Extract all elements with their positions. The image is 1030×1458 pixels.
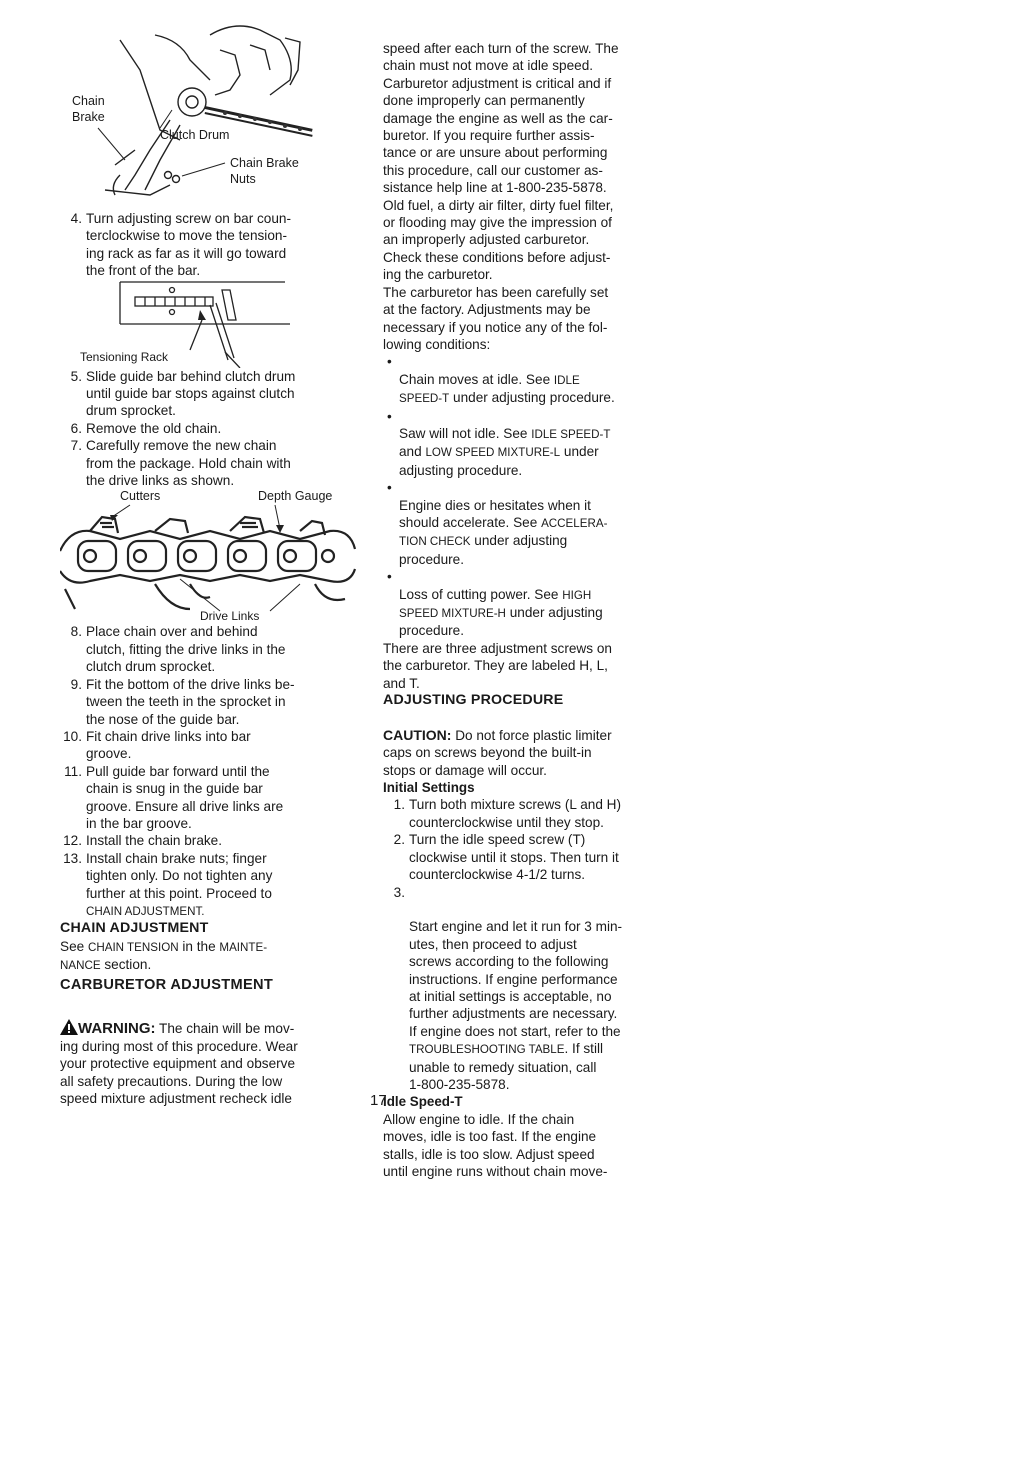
warning-icon bbox=[60, 1019, 78, 1035]
condition-bullet-4: • Loss of cutting power. See HIGH SPEED MIXTURE-H under adjusting procedure. bbox=[387, 569, 603, 639]
condition-bullet-2: • Saw will not idle. See IDLE SPEED-T and LOW SPEED MIXTURE-L under adjusting procedure. bbox=[387, 408, 611, 478]
carburetor-intro: speed after each turn of the screw. The chain must not move at idle speed. Carburetor adjustment is critical and if done improperly can permanently damage the engine as well as the car- buretor. If you require further assis- tance or are unsure about performing this procedure, call our customer as- sistance help line at 1-800-235-5878. Old fuel, a dirty air filter, dirty fuel filter, or flooding may give the impression of an improperly adjusted carburetor. Check these conditions before adjust- ing the carburetor. bbox=[383, 41, 619, 283]
initial-step-1: 1. Turn both mixture screws (L and H) counterclockwise until they stop. bbox=[393, 797, 622, 830]
chain-adjustment-heading: CHAIN ADJUSTMENT bbox=[60, 920, 209, 937]
warning-text: The chain will be mov- ing during most of this procedure. Wear your protective equipment and observe all safety precautions. During the low speed mixture adjustment recheck idle bbox=[60, 1021, 298, 1107]
caution-label: CAUTION: bbox=[383, 726, 452, 743]
initial-settings-heading: Initial Settings bbox=[383, 780, 475, 796]
condition-bullet-3: • Engine dies or hesitates when it should accelerate. See ACCELERA- TION CHECK under adjusting procedure. bbox=[387, 480, 608, 567]
warning-block bbox=[60, 1002, 360, 1107]
clutch-drum-drawing bbox=[60, 0, 360, 210]
chain-adjustment-text: See CHAIN TENSION in the MAINTE- NANCE section. bbox=[60, 938, 268, 973]
page-number: 17 bbox=[370, 1092, 387, 1109]
step-4: 4. Turn adjusting screw on bar coun- terclockwise to move the tension- ing rack as far as it will go toward the front of the bar. bbox=[70, 211, 292, 279]
step-10: 10. Fit chain drive links into bar groove. bbox=[63, 728, 251, 762]
step-11: 11. Pull guide bar forward until the chain is snug in the guide bar groove. Ensure all drive links are in the bar groove. bbox=[64, 763, 284, 831]
caution-text: Do not force plastic limiter caps on screws beyond the built-in stops or damage will occur. bbox=[383, 727, 612, 778]
cutters-label: Cutters bbox=[120, 489, 161, 504]
warning-label: WARNING: bbox=[78, 1020, 156, 1038]
condition-bullet-1: • Chain moves at idle. See IDLE SPEED-T under adjusting procedure. bbox=[387, 354, 615, 406]
adjustment-screws-text: There are three adjustment screws on the carburetor. They are labeled H, L, and T. bbox=[383, 640, 612, 691]
tensioning-rack-figure bbox=[60, 280, 360, 368]
chain-brake-label: Chain Brake bbox=[72, 94, 105, 124]
chain-brake-nuts-label: Chain Brake Nuts bbox=[230, 156, 299, 186]
drive-links-label: Drive Links bbox=[200, 609, 260, 624]
step-13: 13. Install chain brake nuts; finger tighten only. Do not tighten any further at this point. Proceed to bbox=[63, 850, 273, 901]
left-column bbox=[60, 0, 360, 1107]
chain-links-figure bbox=[60, 489, 360, 623]
idle-speed-text: Allow engine to idle. If the chain moves, idle is too fast. If the engine stalls, idle is too slow. Adjust speed until engine runs without chain move- bbox=[383, 1111, 608, 1179]
chain-links-drawing bbox=[60, 489, 360, 623]
step-5: 5. Slide guide bar behind clutch drum until guide bar stops against clutch drum sprocket. bbox=[70, 368, 296, 419]
depth-gauge-label: Depth Gauge bbox=[258, 489, 333, 504]
factory-set-text: The carburetor has been carefully set at the factory. Adjustments may be necessary if you notice any of the fol- lowing conditions: bbox=[383, 284, 609, 352]
step-7: 7. Carefully remove the new chain from the package. Hold chain with the drive links as shown. bbox=[70, 438, 291, 489]
step-8: 8. Place chain over and behind clutch, fitting the drive links in the clutch drum sprocket. bbox=[70, 624, 286, 675]
carburetor-adjustment-heading: CARBURETOR ADJUSTMENT bbox=[60, 976, 274, 993]
initial-step-2: 2. Turn the idle speed screw (T) clockwise until it stops. Then turn it counterclockwise 4-1/2 turns. bbox=[393, 832, 619, 883]
step-6: 6. Remove the old chain. bbox=[70, 420, 222, 436]
clutch-drum-figure bbox=[60, 0, 360, 210]
clutch-drum-label: Clutch Drum bbox=[160, 128, 230, 142]
step-12: 12. Install the chain brake. bbox=[63, 833, 223, 849]
idle-speed-heading: Idle Speed-T bbox=[383, 1094, 463, 1110]
right-column bbox=[383, 40, 675, 1180]
step-9: 9. Fit the bottom of the drive links be- tween the teeth in the sprocket in the nose of the guide bar. bbox=[70, 676, 295, 727]
tensioning-rack-label: Tensioning Rack bbox=[80, 349, 169, 364]
initial-step-3: 3. Start engine and let it run for 3 min- utes, then proceed to adjust screws according to the following instructions. If engine performance at initial settings is acceptable, no further adjustments are necessary. If engine does not start, refer to the TROUBLESHOOTING TABLE. If still unable to remedy situation, call 1-800-235-5878. bbox=[393, 884, 623, 1092]
adjusting-procedure-heading: ADJUSTING PROCEDURE bbox=[383, 692, 564, 709]
caution-block bbox=[383, 709, 675, 779]
step-13-tail: CHAIN ADJUSTMENT. bbox=[86, 904, 205, 918]
